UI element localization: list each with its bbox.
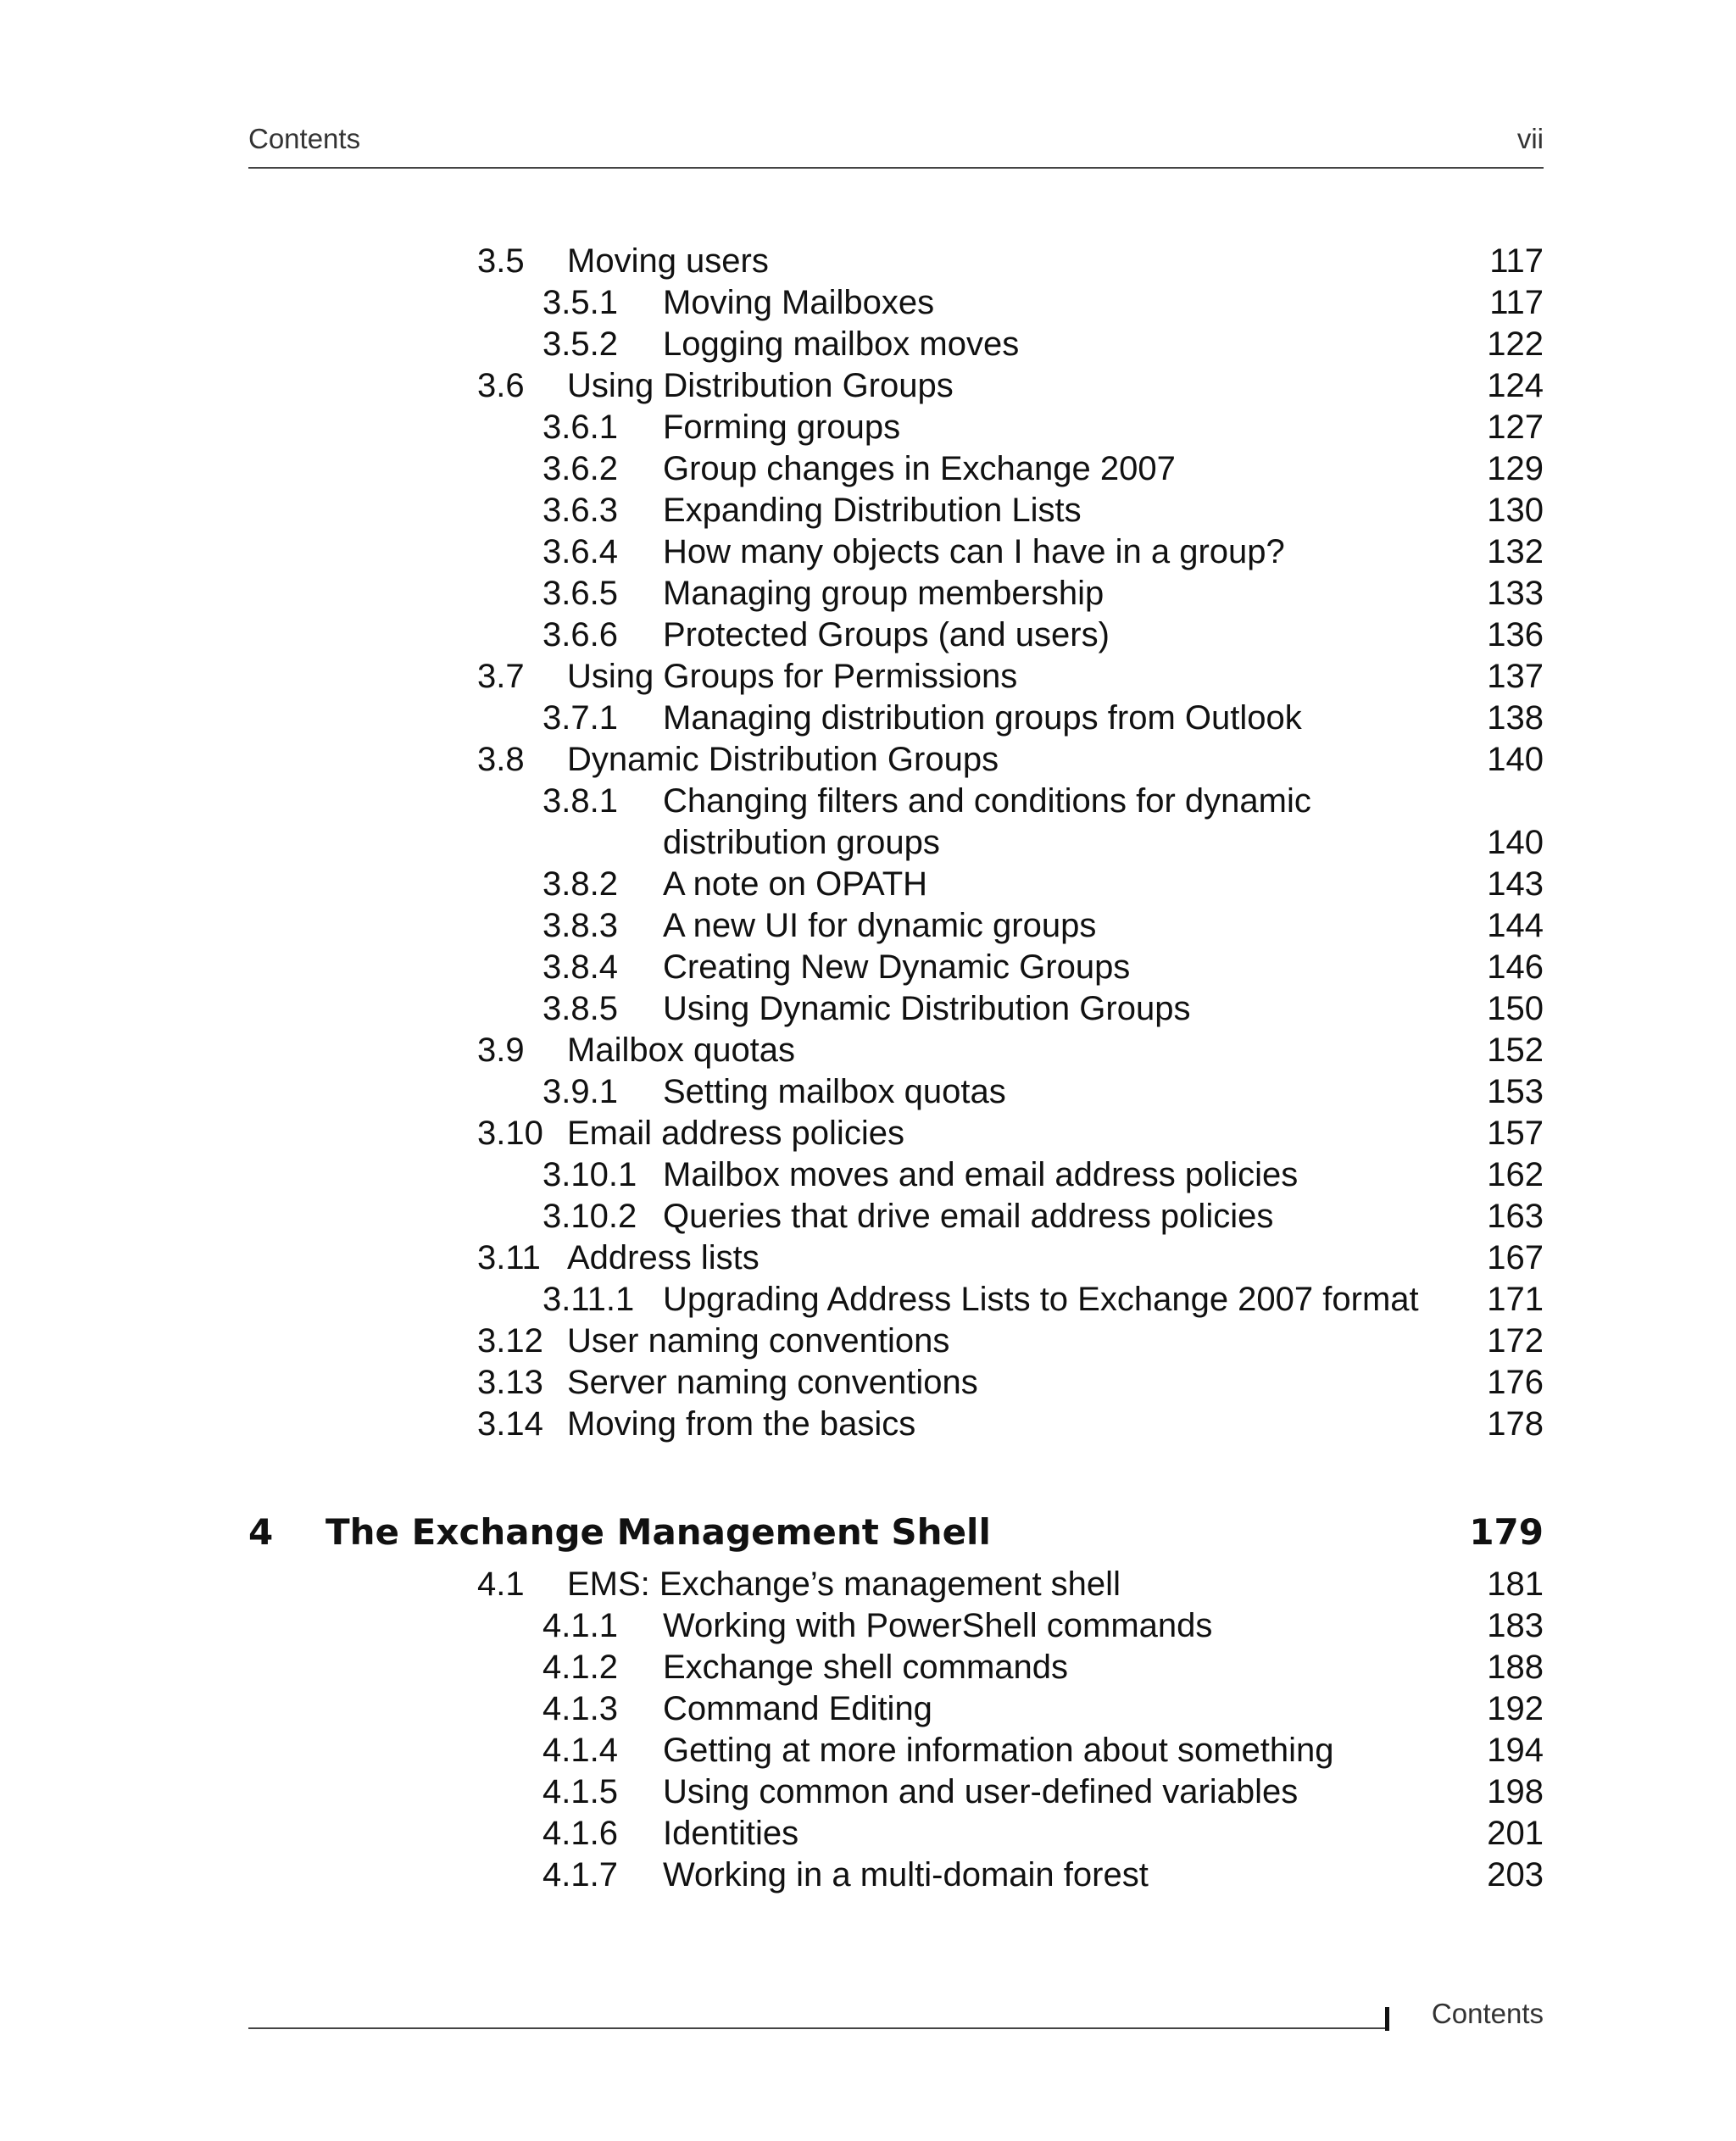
toc-entry-number: 3.10.2 [542, 1198, 637, 1235]
toc-entry-page: 179 [1469, 1511, 1544, 1553]
toc-entry-title: User naming conventions [567, 1322, 950, 1360]
page-number: vii [1516, 123, 1544, 154]
toc-entry-page: 146 [1487, 948, 1544, 986]
toc-entry-number: 4.1.1 [542, 1607, 618, 1644]
toc-entry-number: 3.10 [477, 1115, 543, 1152]
toc-entry-number: 4.1.7 [542, 1856, 618, 1894]
toc-entry[interactable] [0, 1564, 1736, 1605]
toc-entry-page: 117 [1489, 284, 1544, 321]
toc-entry-number: 4.1.6 [542, 1815, 618, 1852]
toc-entry-page: 143 [1487, 865, 1544, 903]
header-rule [248, 167, 1544, 169]
toc-entry-page: 150 [1487, 990, 1544, 1027]
toc-entry-number: 3.5 [477, 242, 525, 280]
toc-entry-number: 4.1 [477, 1565, 525, 1603]
toc-entry[interactable] [0, 864, 1736, 905]
toc-entry-page: 129 [1487, 450, 1544, 487]
toc-entry-page: 181 [1487, 1565, 1544, 1603]
toc-entry-number: 3.6.3 [542, 492, 618, 529]
toc-entry[interactable] [0, 1362, 1736, 1404]
toc-entry-page: 133 [1487, 575, 1544, 612]
toc-entry[interactable] [0, 1855, 1736, 1896]
chapter-spacer [0, 1445, 1736, 1501]
toc-entry[interactable] [0, 1771, 1736, 1813]
footer-tick-mark [1385, 2007, 1389, 2031]
toc-entry-page: 176 [1487, 1364, 1544, 1401]
toc-entry[interactable] [0, 1404, 1736, 1445]
toc-entry[interactable] [0, 1154, 1736, 1196]
toc-entry[interactable] [0, 614, 1736, 656]
toc-entry[interactable] [0, 988, 1736, 1030]
toc-entry-page: 162 [1487, 1156, 1544, 1193]
toc-entry-title: How many objects can I have in a group? [663, 533, 1285, 570]
toc-entry-page: 178 [1487, 1405, 1544, 1443]
toc-entry-page: 137 [1487, 658, 1544, 695]
toc-entry[interactable] [0, 1113, 1736, 1154]
toc-entry-page: 127 [1487, 409, 1544, 446]
toc-entry-title: Working in a multi-domain forest [663, 1856, 1149, 1894]
table-of-contents [0, 241, 1736, 1896]
toc-entry-page: 153 [1487, 1073, 1544, 1110]
toc-entry[interactable] [0, 448, 1736, 490]
toc-entry[interactable] [0, 1730, 1736, 1771]
toc-entry-page: 136 [1487, 616, 1544, 653]
toc-entry-number: 3.8.3 [542, 907, 618, 944]
toc-entry-title: Group changes in Exchange 2007 [663, 450, 1176, 487]
toc-entry-number: 3.8 [477, 741, 525, 778]
toc-entry-title: EMS: Exchange’s management shell [567, 1565, 1121, 1603]
toc-entry[interactable] [0, 822, 1736, 864]
toc-entry-title: Moving from the basics [567, 1405, 916, 1443]
toc-entry[interactable] [0, 324, 1736, 365]
toc-entry-title: Setting mailbox quotas [663, 1073, 1006, 1110]
toc-entry[interactable] [0, 905, 1736, 947]
toc-entry[interactable] [0, 282, 1736, 324]
toc-entry-number: 4 [248, 1511, 274, 1553]
toc-entry-number: 3.6 [477, 367, 525, 404]
toc-entry[interactable] [0, 1688, 1736, 1730]
toc-entry[interactable] [0, 1605, 1736, 1647]
toc-entry[interactable] [0, 947, 1736, 988]
toc-entry[interactable] [0, 573, 1736, 614]
toc-entry-page: 138 [1487, 699, 1544, 737]
toc-entry-page: 140 [1487, 741, 1544, 778]
toc-entry[interactable] [0, 1030, 1736, 1071]
toc-entry-title: Working with PowerShell commands [663, 1607, 1213, 1644]
toc-entry-number: 3.6.2 [542, 450, 618, 487]
toc-entry-page: 163 [1487, 1198, 1544, 1235]
toc-entry-page: 152 [1487, 1032, 1544, 1069]
toc-entry-number: 3.7 [477, 658, 525, 695]
toc-entry[interactable] [0, 365, 1736, 407]
toc-entry-number: 3.8.5 [542, 990, 618, 1027]
toc-entry-title: Forming groups [663, 409, 901, 446]
toc-entry-page: 192 [1487, 1690, 1544, 1727]
toc-entry-title: Queries that drive email address policies [663, 1198, 1274, 1235]
toc-entry-page: 198 [1487, 1773, 1544, 1810]
toc-entry[interactable] [0, 531, 1736, 573]
toc-entry-title: A new UI for dynamic groups [663, 907, 1097, 944]
toc-entry-title: Protected Groups (and users) [663, 616, 1110, 653]
toc-entry-number: 3.9 [477, 1032, 525, 1069]
toc-entry-title: Upgrading Address Lists to Exchange 2007 format [663, 1281, 1419, 1318]
toc-entry-title: Server naming conventions [567, 1364, 978, 1401]
toc-entry-page: 130 [1487, 492, 1544, 529]
toc-entry-number: 3.8.1 [542, 782, 618, 820]
toc-entry-title: Moving Mailboxes [663, 284, 935, 321]
toc-entry[interactable] [0, 698, 1736, 739]
toc-entry-page: 122 [1487, 325, 1544, 363]
toc-entry-title: Logging mailbox moves [663, 325, 1020, 363]
toc-entry-title: distribution groups [663, 824, 940, 861]
toc-entry-number: 4.1.5 [542, 1773, 618, 1810]
toc-entry-title: Dynamic Distribution Groups [567, 741, 999, 778]
toc-entry-number: 3.7.1 [542, 699, 618, 737]
toc-entry-page: 183 [1487, 1607, 1544, 1644]
toc-entry[interactable] [0, 1237, 1736, 1279]
toc-entry-page: 171 [1487, 1281, 1544, 1318]
toc-entry-title: Identities [663, 1815, 799, 1852]
toc-entry[interactable] [0, 1196, 1736, 1237]
toc-entry[interactable] [0, 656, 1736, 698]
toc-entry[interactable] [0, 739, 1736, 781]
toc-entry-page: 132 [1487, 533, 1544, 570]
toc-entry[interactable] [0, 241, 1736, 282]
toc-entry-number: 4.1.4 [542, 1732, 618, 1769]
toc-entry[interactable] [0, 490, 1736, 531]
toc-entry-title: Using Distribution Groups [567, 367, 954, 404]
toc-entry[interactable] [0, 781, 1736, 822]
toc-entry[interactable] [0, 1321, 1736, 1362]
toc-entry[interactable] [0, 1279, 1736, 1321]
toc-entry-title: Managing distribution groups from Outlook [663, 699, 1302, 737]
toc-entry[interactable] [0, 1071, 1736, 1113]
toc-entry-number: 3.6.6 [542, 616, 618, 653]
toc-entry-number: 3.8.2 [542, 865, 618, 903]
toc-entry-page: 140 [1487, 824, 1544, 861]
toc-entry[interactable] [0, 1813, 1736, 1855]
toc-entry-title: Changing filters and conditions for dynamic [663, 782, 1311, 820]
toc-entry-page: 117 [1489, 242, 1544, 280]
toc-entry-title: Exchange shell commands [663, 1649, 1069, 1686]
toc-entry-number: 4.1.2 [542, 1649, 618, 1686]
toc-entry-title: Using common and user-defined variables [663, 1773, 1299, 1810]
toc-chapter-entry[interactable] [0, 1501, 1736, 1564]
toc-entry-page: 203 [1487, 1856, 1544, 1894]
toc-entry-number: 4.1.3 [542, 1690, 618, 1727]
toc-entry-title: Address lists [567, 1239, 760, 1276]
toc-entry-number: 3.9.1 [542, 1073, 618, 1110]
toc-entry-title: Using Dynamic Distribution Groups [663, 990, 1191, 1027]
toc-entry-number: 3.11.1 [542, 1281, 635, 1318]
toc-entry-page: 172 [1487, 1322, 1544, 1360]
toc-entry-title: Command Editing [663, 1690, 932, 1727]
toc-entry-title: Getting at more information about something [663, 1732, 1334, 1769]
toc-entry-title: The Exchange Management Shell [326, 1511, 991, 1553]
toc-entry-page: 194 [1487, 1732, 1544, 1769]
toc-entry-title: Using Groups for Permissions [567, 658, 1018, 695]
toc-entry-title: Email address policies [567, 1115, 904, 1152]
toc-entry[interactable] [0, 407, 1736, 448]
toc-entry-title: Expanding Distribution Lists [663, 492, 1082, 529]
toc-entry-page: 167 [1487, 1239, 1544, 1276]
toc-entry-title: Managing group membership [663, 575, 1104, 612]
footer-label: Contents [1431, 1998, 1544, 2029]
toc-entry-page: 124 [1487, 367, 1544, 404]
toc-entry-number: 3.8.4 [542, 948, 618, 986]
toc-entry-page: 144 [1487, 907, 1544, 944]
toc-entry-number: 3.6.1 [542, 409, 618, 446]
toc-entry-page: 157 [1487, 1115, 1544, 1152]
toc-entry-page: 188 [1487, 1649, 1544, 1686]
toc-entry-number: 3.12 [477, 1322, 543, 1360]
footer-rule [248, 2027, 1387, 2029]
toc-entry-title: Mailbox quotas [567, 1032, 796, 1069]
toc-entry-title: Mailbox moves and email address policies [663, 1156, 1299, 1193]
toc-entry-number: 3.11 [477, 1239, 541, 1276]
toc-entry-number: 3.6.5 [542, 575, 618, 612]
toc-entry-number: 3.13 [477, 1364, 543, 1401]
toc-entry-number: 3.10.1 [542, 1156, 637, 1193]
toc-entry-number: 3.5.2 [542, 325, 618, 363]
running-head: Contents [248, 123, 361, 154]
toc-entry-title: Creating New Dynamic Groups [663, 948, 1131, 986]
toc-entry-number: 3.14 [477, 1405, 543, 1443]
toc-entry-title: A note on OPATH [663, 865, 928, 903]
toc-entry-title: Moving users [567, 242, 769, 280]
toc-entry-page: 201 [1487, 1815, 1544, 1852]
toc-entry[interactable] [0, 1647, 1736, 1688]
toc-entry-number: 3.6.4 [542, 533, 618, 570]
toc-entry-number: 3.5.1 [542, 284, 618, 321]
